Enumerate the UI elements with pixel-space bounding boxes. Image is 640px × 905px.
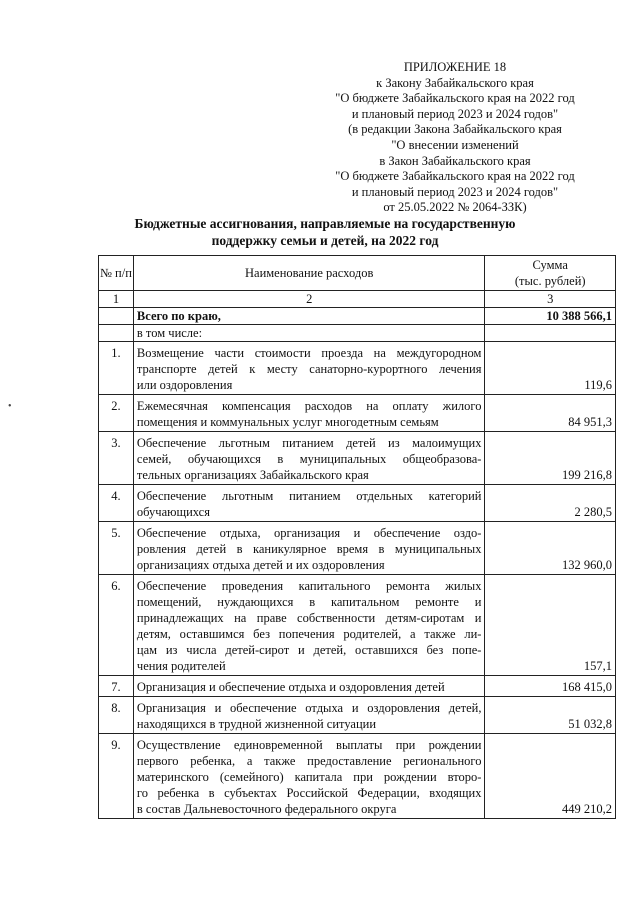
appendix-line: ПРИЛОЖЕНИЕ 18 xyxy=(403,60,507,74)
row-description xyxy=(133,522,485,575)
document-title-line-2: поддержку семьи и детей, на 2022 год xyxy=(211,233,439,248)
total-row xyxy=(99,308,616,325)
document-title-line-1: Бюджетные ассигнования, направляемые на государственную xyxy=(134,216,516,231)
row-description-line: первого ребенка, а также предоставление регионального xyxy=(136,754,482,768)
column-index-row xyxy=(99,291,616,308)
row-description xyxy=(133,734,485,819)
total-label: Всего по краю, xyxy=(133,308,485,325)
column-index: 1 xyxy=(99,291,134,308)
appendix-line: в Закон Забайкальского края xyxy=(379,153,531,168)
row-amount: 2 280,5 xyxy=(485,485,616,522)
row-description-line: обучающихся xyxy=(136,505,210,519)
row-description-line: чения родителей xyxy=(136,659,226,673)
row-description-line: цам из числа детей-сирот и детей, оставшихся без попе- xyxy=(136,643,482,657)
row-description xyxy=(133,697,485,734)
row-number: 1. xyxy=(99,342,134,395)
row-number: 8. xyxy=(99,697,134,734)
row-description xyxy=(133,676,485,697)
header-sum xyxy=(485,256,616,291)
appendix-line: "О бюджете Забайкальского края на 2022 год xyxy=(335,91,575,106)
appendix-line: и плановый период 2023 и 2024 годов" xyxy=(351,184,559,199)
row-description-line: семей, обучающихся в муниципальных общеобразова- xyxy=(136,452,482,466)
row-description-line: помещений, нуждающихся в капитальном ремонте и xyxy=(136,595,482,609)
row-description-line: Обеспечение отдыха, организация и обеспечение оздо- xyxy=(136,526,482,540)
table-row xyxy=(99,697,616,734)
row-description-line: Обеспечение проведения капитального ремонта жилых xyxy=(136,579,482,593)
row-description-line: помещения и коммунальных услуг многодетным семьям xyxy=(136,415,439,429)
appendix-line: и плановый период 2023 и 2024 годов" xyxy=(351,106,559,121)
row-description xyxy=(133,395,485,432)
row-description-line: детям, оставшимся без попечения родителей, а также ли- xyxy=(136,627,482,641)
row-description xyxy=(133,432,485,485)
header-name: Наименование расходов xyxy=(133,256,485,291)
appendix-line: "О внесении изменений xyxy=(391,137,519,152)
row-amount: 119,6 xyxy=(485,342,616,395)
row-description-line: Возмещение части стоимости проезда на междугородном xyxy=(136,346,482,360)
table-row xyxy=(99,432,616,485)
row-description-line: Организация и обеспечение отдыха и оздоровления детей, xyxy=(136,701,482,715)
table-row xyxy=(99,395,616,432)
row-amount: 168 415,0 xyxy=(485,676,616,697)
table-row xyxy=(99,734,616,819)
row-description-line: тельных организациях Забайкальского края xyxy=(136,468,369,482)
row-description-line: Обеспечение льготным питанием отдельных категорий xyxy=(136,489,482,503)
row-amount: 51 032,8 xyxy=(485,697,616,734)
table-row xyxy=(99,575,616,676)
row-number: 6. xyxy=(99,575,134,676)
row-description-line: Организация и обеспечение отдыха и оздоровления детей xyxy=(136,680,445,694)
appendix-line: к Закону Забайкальского края xyxy=(376,75,534,90)
row-description-line: находящихся в трудной жизненной ситуации xyxy=(136,717,377,731)
total-num-cell xyxy=(99,308,134,325)
row-description xyxy=(133,575,485,676)
row-description xyxy=(133,485,485,522)
appendix-header xyxy=(300,60,610,216)
header-num: № п/п xyxy=(99,256,134,291)
row-amount: 157,1 xyxy=(485,575,616,676)
appendix-line: от 25.05.2022 № 2064-ЗЗК) xyxy=(383,200,527,215)
subheader-num-cell xyxy=(99,325,134,342)
table-row xyxy=(99,522,616,575)
table-row xyxy=(99,485,616,522)
row-amount: 132 960,0 xyxy=(485,522,616,575)
row-number: 7. xyxy=(99,676,134,697)
total-value: 10 388 566,1 xyxy=(485,308,616,325)
row-description-line: Осуществление единовременной выплаты при рождении xyxy=(136,738,482,752)
table-row xyxy=(99,676,616,697)
row-description-line: Ежемесячная компенсация расходов на оплату жилого xyxy=(136,399,482,413)
column-index: 3 xyxy=(485,291,616,308)
row-number: 4. xyxy=(99,485,134,522)
row-description-line: Обеспечение льготным питанием детей из малоимущих xyxy=(136,436,482,450)
subheader-sum-cell xyxy=(485,325,616,342)
row-description-line: принадлежащих на праве собственности детям-сиротам и xyxy=(136,611,482,625)
margin-mark: • xyxy=(8,401,12,412)
row-number: 9. xyxy=(99,734,134,819)
row-description-line: или оздоровления xyxy=(136,378,233,392)
row-amount: 449 210,2 xyxy=(485,734,616,819)
budget-table xyxy=(98,255,616,819)
row-description-line: организациях отдыха детей и их оздоровления xyxy=(136,558,385,572)
header-sum-line-1: Сумма xyxy=(532,258,568,272)
row-description-line: го ребенка в субъектах Российской Федерации, входящих xyxy=(136,786,482,800)
row-description-line: ровления детей в каникулярное время в муниципальных xyxy=(136,542,482,556)
appendix-line: "О бюджете Забайкальского края на 2022 год xyxy=(335,169,575,184)
row-amount: 199 216,8 xyxy=(485,432,616,485)
row-description-line: транспорте детей к месту санаторно-курортного лечения xyxy=(136,362,482,376)
row-description xyxy=(133,342,485,395)
row-description-line: материнского (семейного) капитала при рождении второ- xyxy=(136,770,482,784)
row-number: 3. xyxy=(99,432,134,485)
subheader-row xyxy=(99,325,616,342)
row-description-line: в состав Дальневосточного федерального округа xyxy=(136,802,397,816)
table-header-row xyxy=(99,256,616,291)
table-row xyxy=(99,342,616,395)
row-number: 2. xyxy=(99,395,134,432)
row-number: 5. xyxy=(99,522,134,575)
row-amount: 84 951,3 xyxy=(485,395,616,432)
column-index: 2 xyxy=(133,291,485,308)
appendix-line: (в редакции Закона Забайкальского края xyxy=(348,122,562,137)
document-title xyxy=(90,215,560,249)
header-sum-line-2: (тыс. рублей) xyxy=(514,274,586,288)
subheader-label: в том числе: xyxy=(133,325,485,342)
